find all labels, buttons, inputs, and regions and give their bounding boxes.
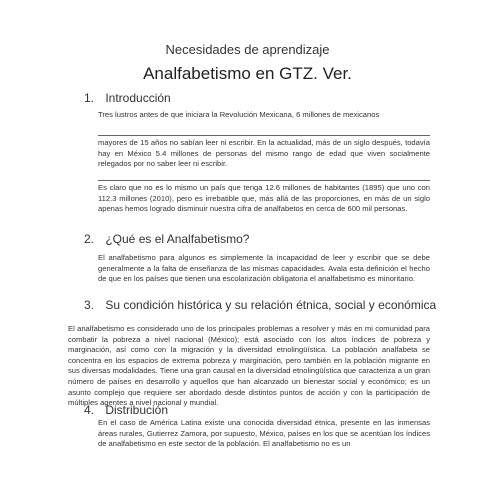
section-number: 2.: [84, 232, 95, 246]
divider: [98, 135, 430, 136]
section-title: Distribución: [105, 403, 169, 417]
section-heading-4: [84, 403, 168, 417]
section-title: ¿Qué es el Analfabetismo?: [105, 232, 250, 246]
section-number: 3.: [84, 298, 95, 312]
section-title: Su condición histórica y su relación étnica, social y económica: [105, 298, 437, 312]
section-heading-2: [84, 232, 249, 246]
paragraph-intro-3: Es claro que no es lo mismo un país que tenga 12.6 millones de habitantes (1895) que uno con 112.3 millones (2010), pero es irrebatible que, más allá de las proporciones, en más de un siglo apenas hemos logrado disminuir nuestra cifra de analfabetos en cerca de 600 mil personas.: [98, 183, 430, 214]
document-title: Analfabetismo en GTZ. Ver.: [143, 64, 352, 83]
paragraph-distribution: En el caso de América Latina existe una conocida diversidad étnica, presente en las inmensas áreas rurales, Gutierrez Zamora, por supuesto, México, países en los que se acentúan los índices de analfabetismo en este sector de la población. El analfabetismo no es un: [98, 418, 430, 449]
divider: [98, 180, 430, 181]
section-heading-1: [84, 91, 171, 105]
document-subtitle: Necesidades de aprendizaje: [165, 42, 330, 57]
section-heading-3: [84, 298, 436, 312]
section-title: Introducción: [105, 91, 171, 105]
section-number: 4.: [84, 403, 95, 417]
paragraph-intro-2: mayores de 15 años no sabían leer ni escribir. En la actualidad, más de un siglo después, todavía hay en México 5.4 millones de personas del mismo rango de edad que viven socialmente relegados por no saber leer ni escribir.: [98, 138, 430, 169]
paragraph-definition: El analfabetismo para algunos es simplemente la incapacidad de leer y escribir que se debe generalmente a la falta de enseñanza de las mismas capacidades. Avala esta definición el hecho de que en los países que tienen una escolarización obligatoria el analfabetismo es minoritario.: [98, 253, 430, 284]
paragraph-intro-1: Tres lustros antes de que iniciara la Revolución Mexicana, 6 millones de mexicanos: [98, 110, 380, 119]
section-number: 1.: [84, 91, 95, 105]
paragraph-historical: El analfabetismo es considerado uno de los principales problemas a resolver y más en mi comunidad para combatir la pobreza a nivel nacional (México); está asociado con los altos índices de pobreza y marginación, así como con la migración y la diversidad etnolingüística. La población analfabeta se concentra en los espacios de extrema pobreza y marginación, pero también en la población migrante en sus diversas modalidades. Tiene una gran causal en la diversidad etnolingüística que caracteriza a un gran número de países en desarrollo y aquellos que han alcanzado un bienestar social y económico; es un asunto complejo que requiere ser abordado desde distintos puntos de acción y con la participación de múltiples agentes a nivel nacional y mundial.: [68, 324, 430, 408]
